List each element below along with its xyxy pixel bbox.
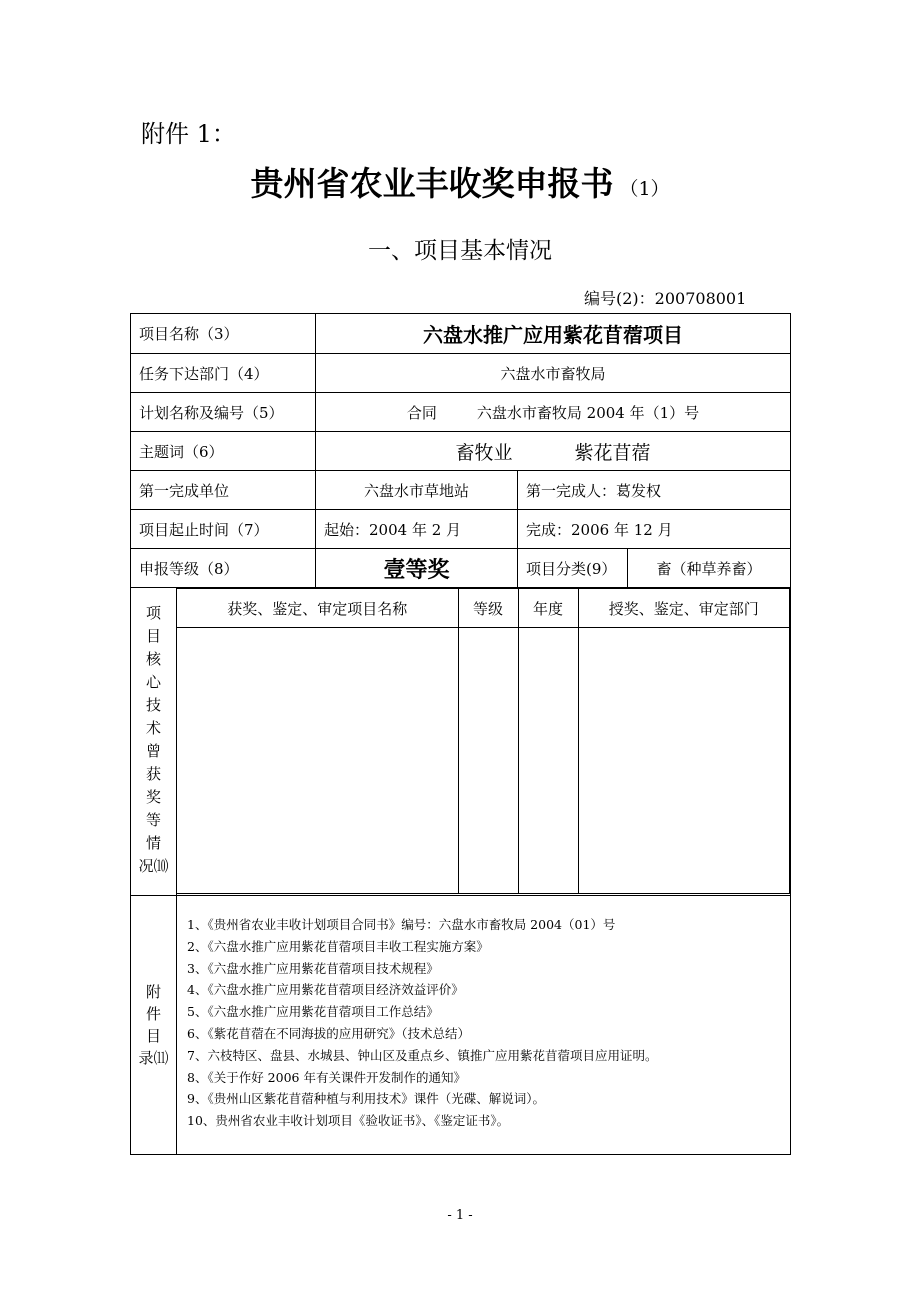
attachment-item: 10、贵州省农业丰收计划项目《验收证书》、《鉴定证书》。 (187, 1113, 510, 1129)
start-value: 起始：2004 年 2 月 (316, 510, 518, 549)
attachment-item: 7、六枝特区、盘县、水城县、钟山区及重点乡、镇推广应用紫花苜蓿项目应用证明。 (187, 1047, 658, 1063)
dept-value: 六盘水市畜牧局 (316, 354, 791, 393)
attachment-item: 3、《六盘水推广应用紫花苜蓿项目技术规程》 (187, 960, 439, 976)
plan-value (316, 393, 791, 432)
side-char: 技 (145, 696, 161, 714)
attachment-item: 6、《紫花苜蓿在不同海拔的应用研究》（技术总结） (187, 1025, 470, 1041)
end-value: 完成：2006 年 12 月 (518, 510, 791, 549)
side-char: 核 (145, 650, 161, 668)
plan-type: 合同 (406, 403, 437, 422)
serial-number: 编号(2)：200708001 (584, 289, 747, 308)
plan-label: 计划名称及编号（5） (131, 393, 316, 432)
attachment-item: 8、《关于作好 2006 年有关课件开发制作的通知》 (187, 1069, 466, 1085)
project-name-label: 项目名称（3） (131, 314, 316, 354)
awards-table (177, 588, 790, 894)
level-value: 壹等奖 (316, 549, 518, 588)
side-char: 获 (145, 765, 161, 783)
plan-number: 六盘水市畜牧局 2004 年（1）号 (476, 403, 700, 422)
dept-label: 任务下达部门（4） (131, 354, 316, 393)
side-char: 情 (145, 834, 161, 852)
keyword-2: 紫花苜蓿 (574, 441, 651, 464)
keywords-value (316, 432, 791, 471)
keywords-label: 主题词（6） (131, 432, 316, 471)
time-label: 项目起止时间（7） (131, 510, 316, 549)
side-char: 录⑾ (138, 1049, 169, 1067)
category-value: 畜（种草养畜） (628, 549, 791, 588)
awards-empty-cell (177, 628, 458, 894)
awards-side-label (131, 588, 177, 896)
side-char: 目 (145, 1027, 161, 1045)
attachment-item: 9、《贵州山区紫花苜蓿种植与利用技术》课件（光碟、解说词）。 (187, 1091, 545, 1107)
side-char: 心 (145, 673, 161, 691)
attachment-item: 4、《六盘水推广应用紫花苜蓿项目经济效益评价》 (187, 982, 464, 998)
category-label: 项目分类(9） (518, 549, 628, 588)
side-char: 目 (145, 627, 161, 645)
attach-side-label (131, 896, 177, 1155)
attachment-label: 附件 1： (141, 120, 236, 148)
title-suffix: （1） (619, 178, 670, 200)
unit-value: 六盘水市草地站 (316, 471, 518, 510)
attachment-item: 5、《六盘水推广应用紫花苜蓿项目工作总结》 (187, 1004, 439, 1020)
person-value: 第一完成人：葛发权 (518, 471, 791, 510)
attachment-item: 2、《六盘水推广应用紫花苜蓿项目丰收工程实施方案》 (187, 938, 489, 954)
level-label: 申报等级（8） (131, 549, 316, 588)
page-number: - 1 - (447, 1208, 473, 1223)
awards-col-dept: 授奖、鉴定、审定部门 (578, 589, 790, 628)
page-title (0, 158, 920, 205)
side-char: 况⑽ (138, 857, 169, 875)
side-char: 等 (145, 811, 161, 829)
attachment-list (177, 896, 791, 1155)
title-text: 贵州省农业丰收奖申报书 (250, 164, 614, 203)
awards-table-cell (177, 588, 791, 896)
awards-empty-cell (578, 628, 790, 894)
awards-empty-cell (458, 628, 518, 894)
application-form (130, 313, 791, 1155)
side-char: 附 (145, 983, 161, 1001)
side-char: 术 (145, 719, 161, 737)
awards-col-level: 等级 (458, 589, 518, 628)
awards-col-year: 年度 (518, 589, 578, 628)
section-title: 一、项目基本情况 (368, 238, 552, 264)
awards-col-name: 获奖、鉴定、审定项目名称 (177, 589, 458, 628)
side-char: 项 (145, 604, 161, 622)
side-char: 件 (145, 1005, 161, 1023)
awards-empty-cell (518, 628, 578, 894)
side-char: 曾 (145, 742, 161, 760)
keyword-1: 畜牧业 (455, 441, 513, 464)
side-char: 奖 (145, 788, 161, 806)
attachment-item: 1、《贵州省农业丰收计划项目合同书》编号：六盘水市畜牧局 2004（01）号 (187, 917, 616, 932)
project-name-value: 六盘水推广应用紫花苜蓿项目 (316, 314, 791, 354)
unit-label: 第一完成单位 (131, 471, 316, 510)
